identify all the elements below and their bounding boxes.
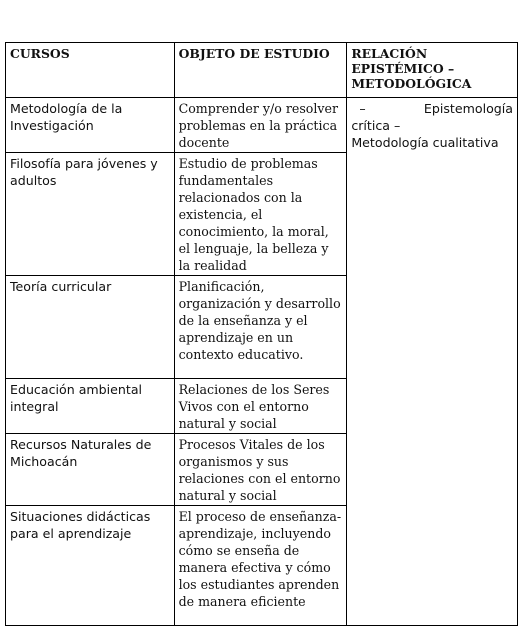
course-name: Recursos Naturales de Michoacán	[6, 434, 175, 506]
relacion-dash: –	[359, 101, 366, 116]
header-cursos: CURSOS	[6, 43, 175, 98]
course-name: Filosofía para jóvenes y adultos	[6, 153, 175, 276]
relacion-line-2: crítica –	[351, 118, 401, 133]
relacion-line-1	[351, 100, 513, 117]
course-object: Estudio de problemas fundamentales relacionados con la existencia, el conocimiento, la moral, el lenguaje, la belleza y la realidad	[174, 153, 347, 276]
course-object: El proceso de enseñanza-aprendizaje, incluyendo cómo se enseña de manera efectiva y cómo los estudiantes aprenden de manera eficiente	[174, 506, 347, 626]
course-name: Situaciones didácticas para el aprendizaje	[6, 506, 175, 626]
course-name: Metodología de la Investigación	[6, 98, 175, 153]
courses-table	[5, 42, 518, 626]
table-header-row	[6, 43, 518, 98]
relacion-term-epistemologia: Epistemología	[423, 101, 513, 116]
table-row	[6, 98, 518, 153]
course-object: Relaciones de los Seres Vivos con el entorno natural y social	[174, 379, 347, 434]
course-object: Procesos Vitales de los organismos y sus relaciones con el entorno natural y social	[174, 434, 347, 506]
header-objeto-de-estudio: OBJETO DE ESTUDIO	[174, 43, 347, 98]
relacion-cell	[347, 98, 518, 626]
course-name: Educación ambiental integral	[6, 379, 175, 434]
course-object: Comprender y/o resolver problemas en la práctica docente	[174, 98, 347, 153]
course-name: Teoría curricular	[6, 276, 175, 379]
course-object: Planificación, organización y desarrollo de la enseñanza y el aprendizaje en un contexto educativo.	[174, 276, 347, 379]
header-relacion-epistemico-metodologica: RELACIÓN EPISTÉMICO – METODOLÓGICA	[347, 43, 518, 98]
relacion-line-3: Metodología cualitativa	[351, 135, 499, 150]
